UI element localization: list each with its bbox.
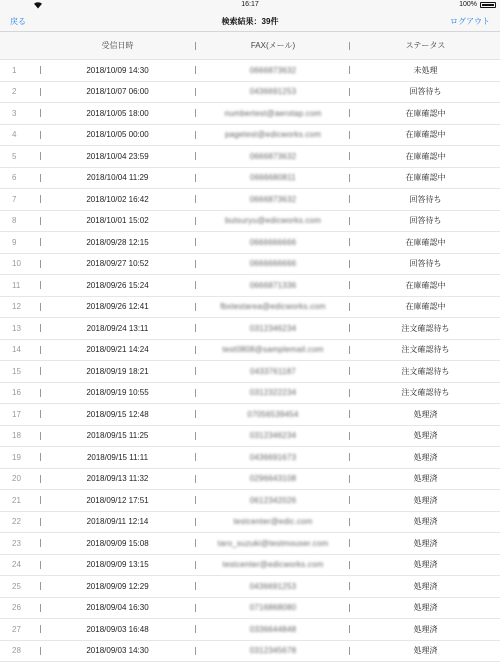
fax-value: 0336644848: [249, 624, 297, 634]
row-status: 処理済: [413, 452, 438, 462]
fax-value: 0666680811: [250, 173, 296, 183]
row-number: 4: [12, 130, 17, 140]
table-row[interactable]: [0, 533, 500, 555]
row-fax: [197, 619, 349, 640]
result-list: [0, 60, 500, 662]
row-received-date: 2018/09/04 16:30: [86, 603, 149, 613]
table-row[interactable]: [0, 619, 500, 641]
row-number: 24: [12, 560, 21, 570]
fax-value: 0666873632: [249, 151, 297, 161]
row-number: 28: [12, 646, 21, 656]
header-status[interactable]: ステータス: [405, 41, 446, 50]
fax-value: taro_suzuki@testmouser.com: [217, 538, 329, 548]
column-divider: [349, 367, 350, 375]
column-divider: [349, 625, 350, 633]
row-fax: [197, 383, 349, 404]
column-divider: [195, 518, 196, 526]
column-divider: [195, 238, 196, 246]
row-number: 21: [12, 495, 21, 505]
fax-value: 0312345678: [249, 646, 297, 656]
row-status: 在庫確認中: [405, 173, 446, 183]
row-number: 14: [12, 345, 21, 355]
logout-button[interactable]: ログアウト: [450, 17, 490, 26]
column-divider: [195, 625, 196, 633]
row-status: 処理済: [413, 646, 438, 656]
row-status: 処理済: [413, 538, 438, 548]
row-status: 在庫確認中: [405, 302, 446, 312]
table-row[interactable]: [0, 512, 500, 534]
column-divider: [195, 561, 196, 569]
row-number: 25: [12, 581, 21, 591]
row-received-date: 2018/09/09 15:08: [86, 538, 149, 548]
table-row[interactable]: [0, 82, 500, 104]
status-bar: [0, 0, 500, 10]
table-row[interactable]: [0, 318, 500, 340]
row-fax: [197, 512, 349, 533]
column-divider: [349, 109, 350, 117]
column-divider: [349, 410, 350, 418]
row-received-date: 2018/09/03 16:48: [86, 624, 149, 634]
row-number: 12: [12, 302, 21, 312]
row-fax: [197, 168, 349, 189]
row-fax: [197, 361, 349, 382]
fax-value: 0666873632: [249, 194, 297, 204]
row-fax: [197, 82, 349, 103]
column-divider: [349, 66, 350, 74]
row-number: 23: [12, 538, 21, 548]
row-number: 15: [12, 366, 21, 376]
row-fax: [197, 469, 349, 490]
column-divider: [195, 42, 196, 50]
column-divider: [349, 42, 350, 50]
table-row[interactable]: [0, 641, 500, 663]
table-row[interactable]: [0, 211, 500, 233]
row-received-date: 2018/10/09 14:30: [86, 65, 149, 75]
row-fax: [197, 318, 349, 339]
column-divider: [195, 604, 196, 612]
column-divider: [349, 324, 350, 332]
row-status: 回答待ち: [409, 194, 442, 204]
fax-value: 0666666666: [249, 259, 297, 269]
column-divider: [195, 496, 196, 504]
fax-value: 0716868080: [249, 603, 297, 613]
fax-value: 0436691253: [249, 581, 297, 591]
back-button[interactable]: 戻る: [10, 17, 26, 26]
status-time: 16:17: [241, 1, 259, 8]
fax-value: test0808@samplemail.com: [222, 345, 324, 355]
row-number: 11: [12, 280, 21, 290]
column-divider: [349, 152, 350, 160]
page-title: 検索結果：39件: [221, 17, 279, 26]
column-divider: [195, 324, 196, 332]
column-divider: [195, 195, 196, 203]
row-status: 処理済: [413, 474, 438, 484]
column-divider: [349, 174, 350, 182]
row-status: 回答待ち: [409, 259, 442, 269]
column-divider: [349, 131, 350, 139]
row-number: 16: [12, 388, 21, 398]
row-fax: [197, 297, 349, 318]
table-row[interactable]: [0, 469, 500, 491]
column-divider: [349, 260, 350, 268]
fax-value: 0312346234: [249, 323, 297, 333]
row-received-date: 2018/09/24 13:11: [86, 323, 149, 333]
column-divider: [195, 346, 196, 354]
column-divider: [195, 453, 196, 461]
row-status: 在庫確認中: [405, 130, 446, 140]
row-received-date: 2018/10/07 06:00: [86, 87, 149, 97]
battery-percent: 100%: [459, 1, 477, 8]
row-fax: [197, 275, 349, 296]
row-status: 在庫確認中: [405, 237, 446, 247]
row-number: 27: [12, 624, 21, 634]
column-divider: [195, 174, 196, 182]
row-number: 17: [12, 409, 21, 419]
row-status: 処理済: [413, 560, 438, 570]
fax-value: 0312322234: [249, 388, 297, 398]
column-divider: [349, 88, 350, 96]
row-received-date: 2018/09/19 10:55: [86, 388, 149, 398]
row-status: 処理済: [413, 495, 438, 505]
row-fax: [197, 103, 349, 124]
row-status: 在庫確認中: [405, 108, 446, 118]
table-row[interactable]: [0, 275, 500, 297]
row-number: 19: [12, 452, 21, 462]
navigation-bar: [0, 10, 500, 32]
row-fax: [197, 447, 349, 468]
row-fax: [197, 576, 349, 597]
column-divider: [195, 109, 196, 117]
status-right: [459, 0, 496, 10]
column-divider: [195, 367, 196, 375]
row-received-date: 2018/09/15 11:11: [86, 452, 149, 462]
fax-value: butsuryu@edicworks.com: [224, 216, 322, 226]
row-number: 6: [12, 173, 17, 183]
column-divider: [195, 66, 196, 74]
column-divider: [195, 260, 196, 268]
column-divider: [349, 281, 350, 289]
fax-value: 0436691673: [249, 452, 297, 462]
fax-value: 0612342026: [249, 495, 297, 505]
table-row[interactable]: [0, 340, 500, 362]
row-fax: [197, 211, 349, 232]
fax-value: 0436691253: [249, 87, 297, 97]
row-received-date: 2018/10/01 15:02: [86, 216, 149, 226]
row-fax: [197, 189, 349, 210]
row-received-date: 2018/10/04 23:59: [86, 151, 149, 161]
row-status: 回答待ち: [409, 216, 442, 226]
column-divider: [349, 195, 350, 203]
row-number: 20: [12, 474, 21, 484]
row-number: 26: [12, 603, 21, 613]
row-received-date: 2018/09/12 17:51: [86, 495, 149, 505]
row-status: 処理済: [413, 409, 438, 419]
row-status: 在庫確認中: [405, 151, 446, 161]
column-divider: [195, 410, 196, 418]
row-received-date: 2018/10/05 18:00: [86, 108, 149, 118]
table-row[interactable]: [0, 254, 500, 276]
column-divider: [195, 152, 196, 160]
row-fax: [197, 340, 349, 361]
row-fax: [197, 232, 349, 253]
column-divider: [349, 496, 350, 504]
column-divider: [195, 303, 196, 311]
row-received-date: 2018/09/09 13:15: [86, 560, 149, 570]
row-number: 1: [12, 65, 17, 75]
column-divider: [195, 389, 196, 397]
column-divider: [195, 475, 196, 483]
fax-value: testcenter@edicworks.com: [222, 560, 324, 570]
row-fax: [197, 533, 349, 554]
fax-value: 0666871336: [249, 280, 297, 290]
column-divider: [349, 217, 350, 225]
row-status: 注文確認待ち: [401, 323, 450, 333]
column-divider: [349, 346, 350, 354]
column-divider: [195, 647, 196, 655]
table-row[interactable]: [0, 555, 500, 577]
column-divider: [349, 238, 350, 246]
row-received-date: 2018/09/26 12:41: [86, 302, 149, 312]
column-divider: [195, 432, 196, 440]
row-received-date: 2018/09/15 12:48: [86, 409, 149, 419]
fax-value: 0433761187: [250, 366, 296, 376]
column-divider: [195, 88, 196, 96]
row-number: 13: [12, 323, 21, 333]
column-divider: [349, 303, 350, 311]
table-row[interactable]: [0, 361, 500, 383]
table-row[interactable]: [0, 60, 500, 82]
battery-icon: [480, 2, 496, 8]
row-number: 8: [12, 216, 17, 226]
table-row[interactable]: [0, 447, 500, 469]
row-fax: [197, 404, 349, 425]
row-fax: [197, 146, 349, 167]
fax-value: 0666666666: [249, 237, 297, 247]
column-divider: [349, 475, 350, 483]
table-row[interactable]: [0, 598, 500, 620]
header-received-date[interactable]: 受信日時: [101, 41, 134, 50]
column-divider: [349, 647, 350, 655]
row-received-date: 2018/09/28 12:15: [86, 237, 149, 247]
row-received-date: 2018/10/05 00:00: [86, 130, 149, 140]
table-header: [0, 32, 500, 60]
row-number: 18: [12, 431, 21, 441]
row-status: 注文確認待ち: [401, 388, 450, 398]
row-status: 処理済: [413, 581, 438, 591]
table-row[interactable]: [0, 576, 500, 598]
column-divider: [349, 432, 350, 440]
row-received-date: 2018/09/19 18:21: [86, 366, 149, 376]
column-divider: [349, 604, 350, 612]
table-row[interactable]: [0, 103, 500, 125]
column-divider: [349, 582, 350, 590]
row-number: 3: [12, 108, 17, 118]
table-row[interactable]: [0, 297, 500, 319]
column-divider: [349, 389, 350, 397]
fax-value: 0312346234: [249, 431, 297, 441]
row-status: 在庫確認中: [405, 280, 446, 290]
row-fax: [197, 598, 349, 619]
row-fax: [197, 555, 349, 576]
column-divider: [349, 561, 350, 569]
fax-value: numbertest@aerotap.com: [224, 108, 322, 118]
row-status: 処理済: [413, 431, 438, 441]
row-number: 10: [12, 259, 21, 269]
row-received-date: 2018/09/26 15:24: [86, 280, 149, 290]
row-fax: [197, 125, 349, 146]
table-row[interactable]: [0, 404, 500, 426]
table-row[interactable]: [0, 189, 500, 211]
row-received-date: 2018/09/13 11:32: [86, 474, 149, 484]
column-divider: [195, 217, 196, 225]
row-received-date: 2018/09/15 11:25: [86, 431, 149, 441]
table-row[interactable]: [0, 426, 500, 448]
row-status: 注文確認待ち: [401, 345, 450, 355]
column-divider: [195, 539, 196, 547]
column-divider: [349, 539, 350, 547]
row-fax: [197, 426, 349, 447]
fax-value: fbxtestarea@edicworks.com: [220, 302, 326, 312]
table-row[interactable]: [0, 168, 500, 190]
row-received-date: 2018/09/03 14:30: [86, 646, 149, 656]
fax-value: pagetest@edicworks.com: [224, 130, 322, 140]
row-received-date: 2018/09/21 14:24: [86, 345, 149, 355]
row-fax: [197, 490, 349, 511]
row-number: 9: [12, 237, 17, 247]
row-number: 2: [12, 87, 17, 97]
row-status: 注文確認待ち: [401, 366, 450, 376]
table-row[interactable]: [0, 125, 500, 147]
row-received-date: 2018/10/02 16:42: [86, 194, 149, 204]
fax-value: 0666873632: [249, 65, 297, 75]
row-status: 回答待ち: [409, 87, 442, 97]
row-received-date: 2018/10/04 11:29: [86, 173, 149, 183]
row-status: 処理済: [413, 624, 438, 634]
column-divider: [349, 518, 350, 526]
column-divider: [349, 453, 350, 461]
row-number: 5: [12, 151, 17, 161]
row-fax: [197, 641, 349, 662]
fax-value: 0296643108: [249, 474, 297, 484]
row-number: 7: [12, 194, 17, 204]
row-status: 処理済: [413, 603, 438, 613]
column-divider: [195, 131, 196, 139]
row-status: 未処理: [413, 65, 438, 75]
table-row[interactable]: [0, 383, 500, 405]
row-received-date: 2018/09/11 12:14: [86, 517, 149, 527]
row-received-date: 2018/09/09 12:29: [86, 581, 149, 591]
column-divider: [195, 281, 196, 289]
table-row[interactable]: [0, 146, 500, 168]
row-number: 22: [12, 517, 21, 527]
header-fax[interactable]: FAX(メール): [250, 41, 296, 50]
table-row[interactable]: [0, 232, 500, 254]
column-divider: [195, 582, 196, 590]
fax-value: 07056539454: [247, 409, 299, 419]
table-row[interactable]: [0, 490, 500, 512]
fax-value: testcenter@edic.com: [233, 517, 313, 527]
row-received-date: 2018/09/27 10:52: [86, 259, 149, 269]
row-status: 処理済: [413, 517, 438, 527]
row-fax: [197, 60, 349, 81]
row-fax: [197, 254, 349, 275]
